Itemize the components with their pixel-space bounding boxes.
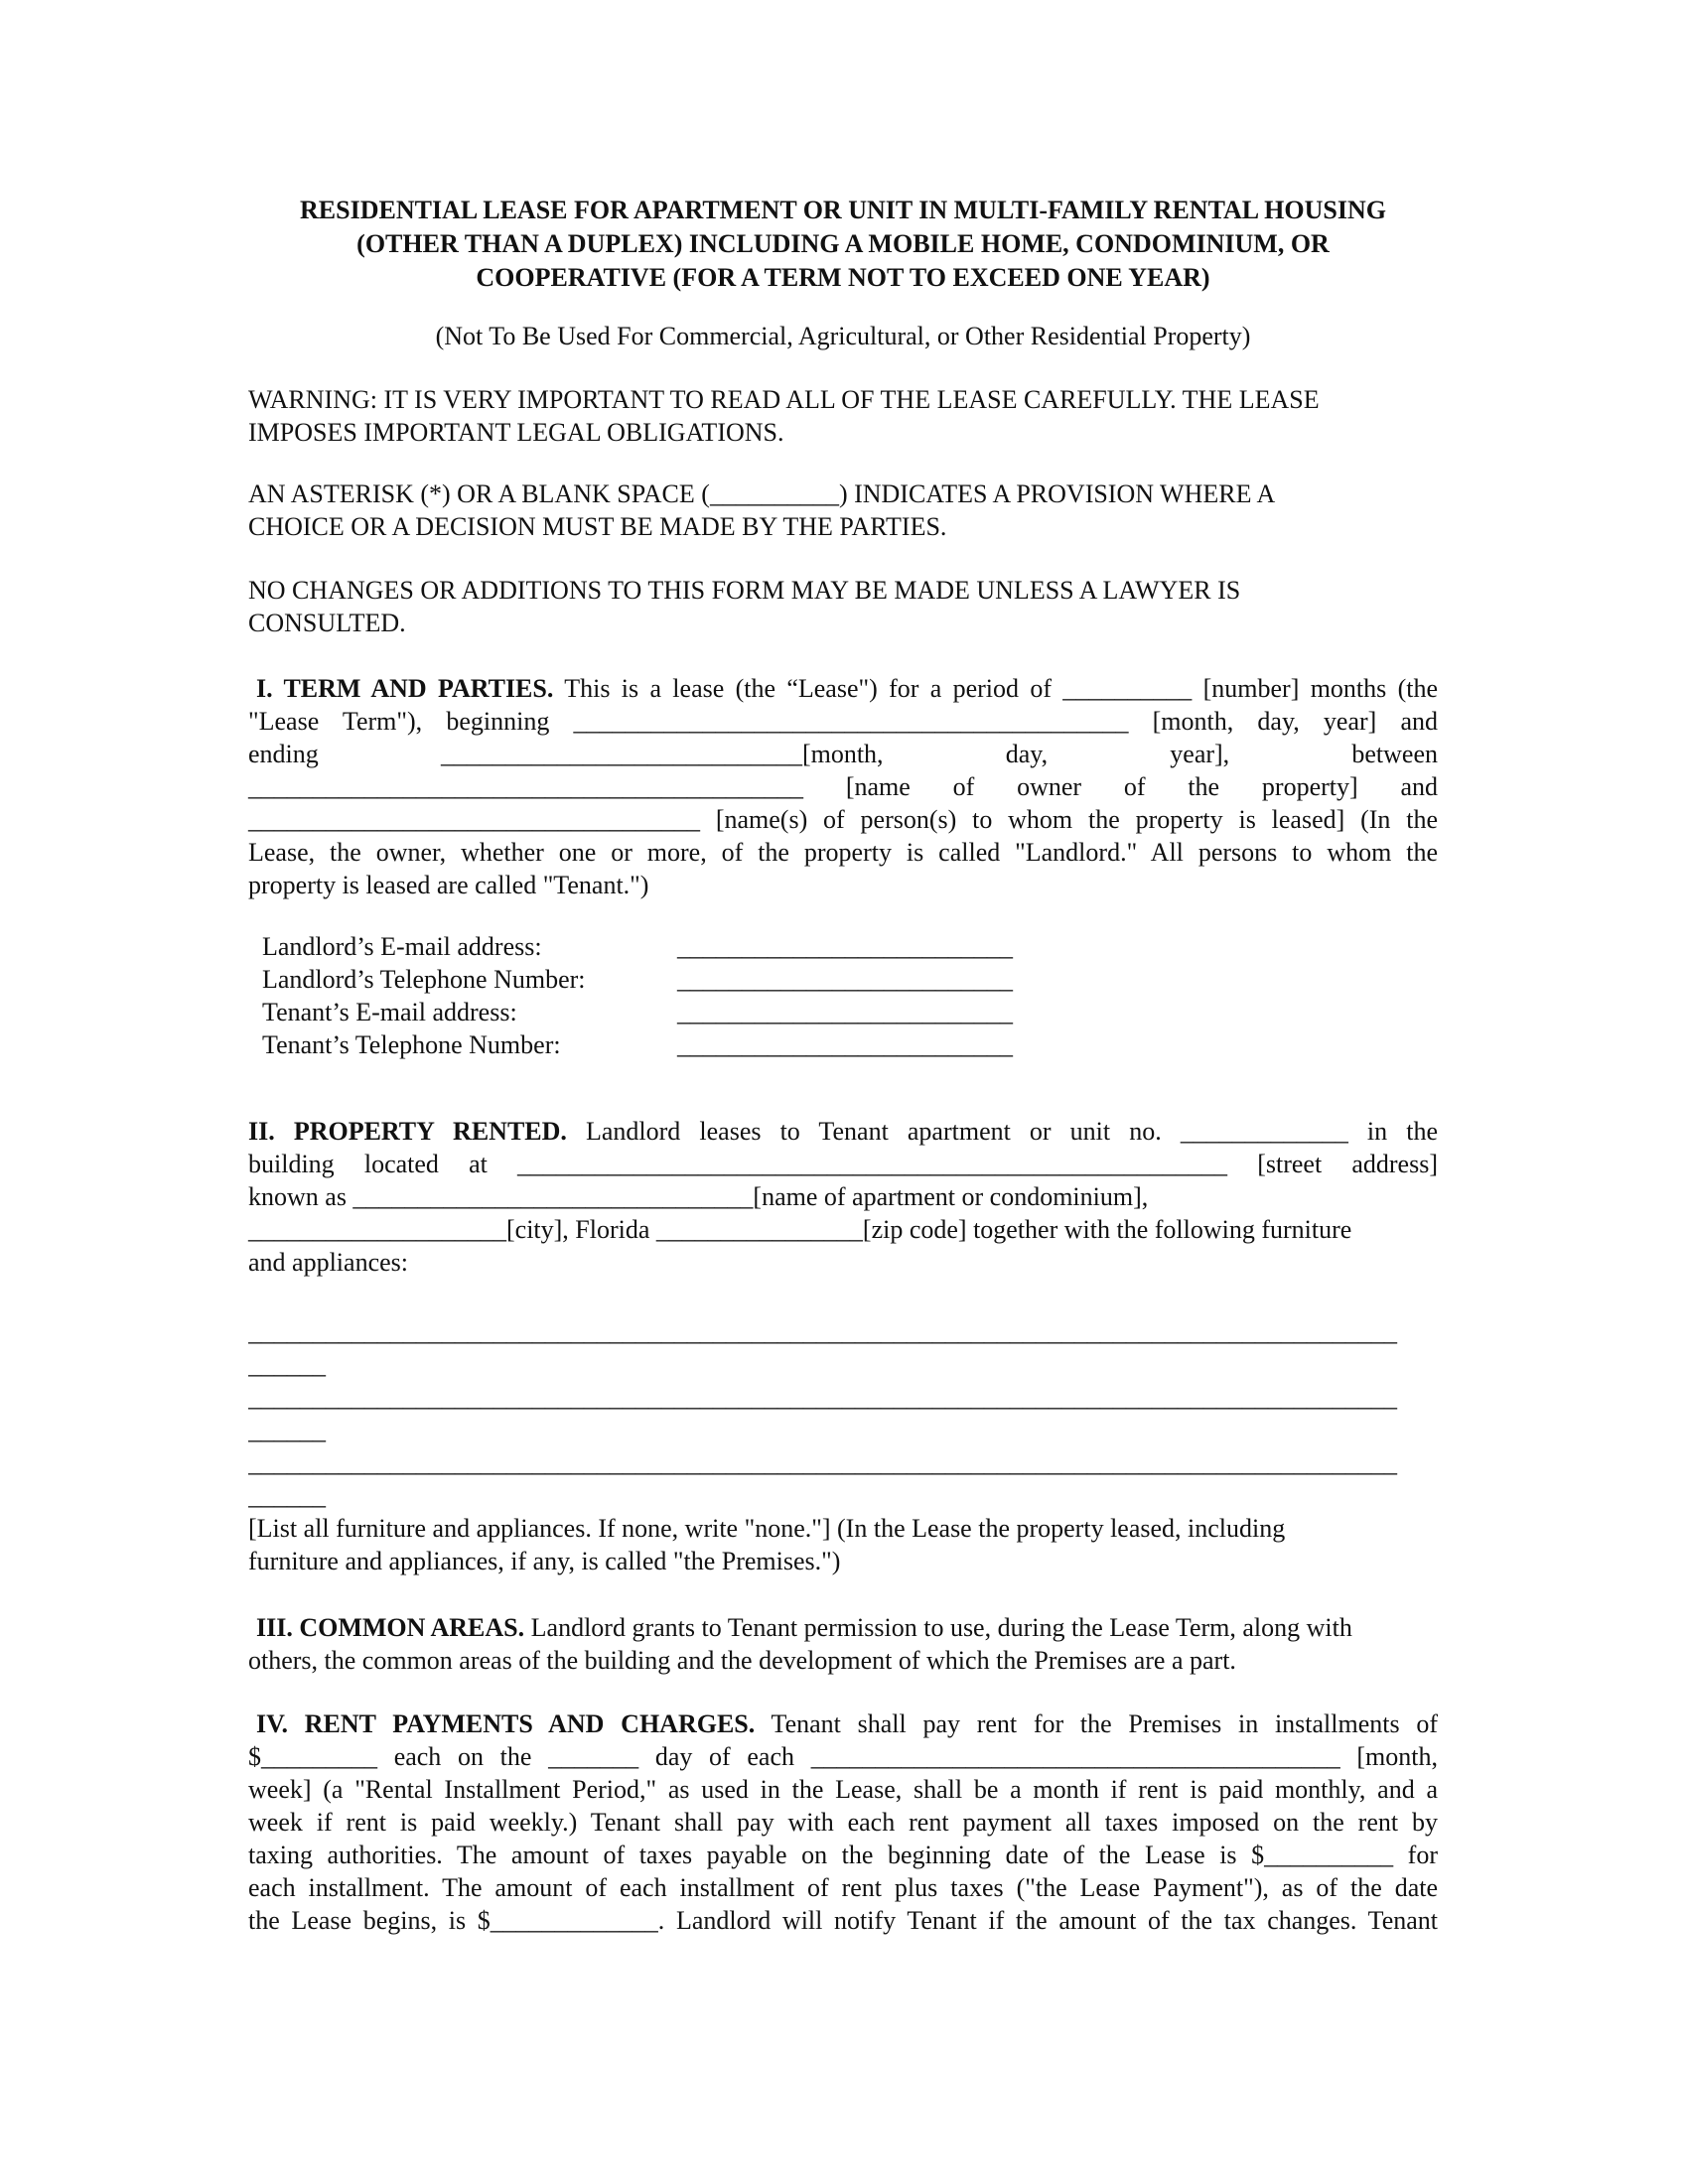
section-property-rented	[248, 1115, 1438, 1577]
furniture-note-line-1: [List all furniture and appliances. If none, write "none."] (In the Lease the property leased, including	[248, 1514, 1286, 1543]
warning-read-carefully	[248, 383, 1438, 449]
landlord-email-blank: __________________________	[677, 932, 1013, 961]
section-2-text-1: Landlord leases to Tenant apartment or unit no. _____________ in the	[586, 1117, 1438, 1146]
section-2-heading: II. PROPERTY RENTED.	[248, 1117, 567, 1146]
section-1-line-6: Lease, the owner, whether one or more, of the property is called "Landlord." All persons to whom the	[248, 838, 1438, 867]
section-2-line-4: ____________________[city], Florida ________________[zip code] together with the following furniture	[248, 1215, 1352, 1244]
section-1-line-2: "Lease Term"), beginning ___________________________________________ [month, day, year] and	[248, 707, 1438, 736]
contact-label: Tenant’s Telephone Number:	[262, 1030, 561, 1059]
document-title	[248, 194, 1438, 295]
section-3-heading: III. COMMON AREAS.	[256, 1613, 525, 1642]
contact-info-block	[262, 930, 1438, 1061]
furniture-list-blanks	[248, 1315, 1438, 1512]
section-3-line-1	[248, 1611, 1438, 1644]
section-1-line-3: ending ____________________________[month, day, year], between	[248, 740, 1438, 768]
title-line-2: (OTHER THAN A DUPLEX) INCLUDING A MOBILE HOME, CONDOMINIUM, OR	[356, 229, 1330, 258]
warning-2-line-1: AN ASTERISK (*) OR A BLANK SPACE (__________) INDICATES A PROVISION WHERE A	[248, 479, 1276, 508]
contact-row-tenant-email	[262, 996, 1438, 1028]
landlord-phone-blank: __________________________	[677, 965, 1013, 994]
section-4-line-6: each installment. The amount of each installment of rent plus taxes ("the Lease Payment"), as of the date	[248, 1873, 1438, 1902]
section-term-and-parties	[248, 672, 1438, 901]
section-2-line-1	[248, 1115, 1438, 1148]
section-1-line-1	[248, 672, 1438, 705]
lease-page	[248, 194, 1438, 1937]
section-4-line-2: $_________ each on the _______ day of each _________________________________________ [month,	[248, 1742, 1438, 1771]
section-4-text-1: Tenant shall pay rent for the Premises in installments of	[771, 1709, 1438, 1738]
section-2-line-3: known as _______________________________[name of apartment or condominium],	[248, 1182, 1149, 1211]
contact-row-landlord-email	[262, 930, 1438, 963]
furniture-blank-line: _________________________________________________________________________________________	[248, 1448, 1397, 1477]
warning-3-line-1: NO CHANGES OR ADDITIONS TO THIS FORM MAY BE MADE UNLESS A LAWYER IS	[248, 576, 1241, 605]
furniture-blank-short: ______	[248, 1481, 326, 1510]
section-2-line-2: building located at _______________________________________________________ [street address]	[248, 1150, 1438, 1178]
contact-label: Tenant’s E-mail address:	[262, 998, 517, 1026]
furniture-note	[248, 1512, 1438, 1577]
section-4-line-4: week if rent is paid weekly.) Tenant shall pay with each rent payment all taxes imposed on the rent by	[248, 1808, 1438, 1837]
contact-label: Landlord’s E-mail address:	[262, 932, 542, 961]
section-4-heading: IV. RENT PAYMENTS AND CHARGES.	[256, 1709, 756, 1738]
section-1-line-4: ___________________________________________ [name of owner of the property] and	[248, 772, 1438, 801]
section-4-line-1	[248, 1707, 1438, 1740]
section-4-line-5: taxing authorities. The amount of taxes payable on the beginning date of the Lease is $__________ for	[248, 1841, 1438, 1869]
furniture-note-line-2: furniture and appliances, if any, is called "the Premises.")	[248, 1547, 841, 1575]
furniture-blank-short: ______	[248, 1350, 326, 1379]
section-3-line-2: others, the common areas of the building and the development of which the Premises are a part.	[248, 1646, 1236, 1675]
warning-no-changes	[248, 574, 1438, 639]
document-subtitle: (Not To Be Used For Commercial, Agricultural, or Other Residential Property)	[435, 322, 1251, 350]
section-common-areas	[248, 1611, 1438, 1677]
furniture-blank-short: ______	[248, 1416, 326, 1444]
furniture-blank-line: _________________________________________________________________________________________	[248, 1383, 1397, 1412]
warning-1-line-2: IMPOSES IMPORTANT LEGAL OBLIGATIONS.	[248, 418, 784, 447]
tenant-email-blank: __________________________	[677, 998, 1013, 1026]
section-3-text-1: Landlord grants to Tenant permission to use, during the Lease Term, along with	[530, 1613, 1352, 1642]
furniture-blank-line: _________________________________________________________________________________________	[248, 1317, 1397, 1346]
section-1-text-1: This is a lease (the “Lease") for a period of __________ [number] months (the	[564, 674, 1438, 703]
contact-row-tenant-phone	[262, 1028, 1438, 1061]
title-line-1: RESIDENTIAL LEASE FOR APARTMENT OR UNIT IN MULTI-FAMILY RENTAL HOUSING	[300, 196, 1386, 224]
contact-row-landlord-phone	[262, 963, 1438, 996]
warning-asterisk	[248, 478, 1438, 543]
section-2-line-5: and appliances:	[248, 1248, 408, 1277]
section-4-line-3: week] (a "Rental Installment Period," as used in the Lease, shall be a month if rent is paid monthly, and a	[248, 1775, 1438, 1804]
section-4-line-7: the Lease begins, is $_____________. Landlord will notify Tenant if the amount of the tax changes. Tenant	[248, 1906, 1438, 1935]
warning-3-line-2: CONSULTED.	[248, 609, 406, 637]
section-rent-payments	[248, 1707, 1438, 1937]
title-line-3: COOPERATIVE (FOR A TERM NOT TO EXCEED ONE YEAR)	[476, 263, 1210, 292]
tenant-phone-blank: __________________________	[677, 1030, 1013, 1059]
warning-2-line-2: CHOICE OR A DECISION MUST BE MADE BY THE PARTIES.	[248, 512, 947, 541]
section-1-line-7: property is leased are called "Tenant.")	[248, 871, 649, 899]
section-1-heading: I. TERM AND PARTIES.	[256, 674, 554, 703]
section-1-line-5: ___________________________________ [name(s) of person(s) to whom the property is leased] (In the	[248, 805, 1438, 834]
contact-label: Landlord’s Telephone Number:	[262, 965, 586, 994]
warning-1-line-1: WARNING: IT IS VERY IMPORTANT TO READ ALL OF THE LEASE CAREFULLY. THE LEASE	[248, 385, 1320, 414]
